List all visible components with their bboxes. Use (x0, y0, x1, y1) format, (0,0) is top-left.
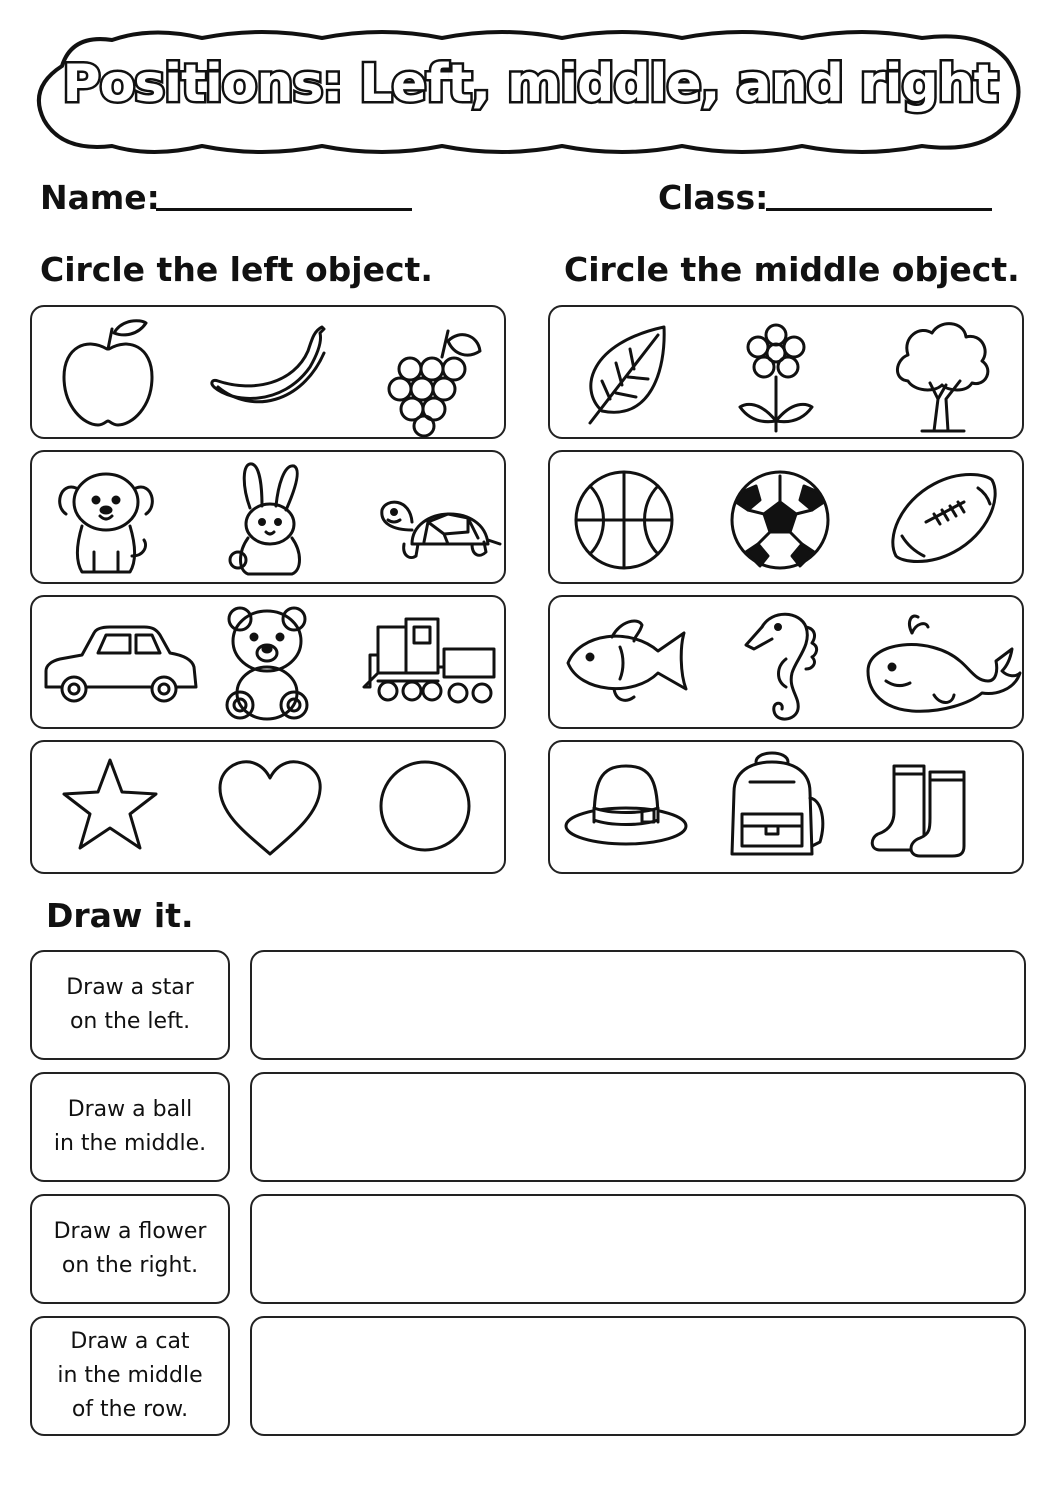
draw-instruction-3 (30, 1194, 230, 1304)
middle-row-clothing (548, 740, 1024, 874)
train-icon[interactable] (364, 619, 494, 702)
hat-icon[interactable] (566, 766, 686, 844)
instruction-text: Draw a ball (67, 1097, 193, 1122)
instruction-text: in the middle. (53, 1131, 207, 1156)
backpack-icon[interactable] (732, 753, 823, 854)
left-row-toys (30, 595, 506, 729)
drawing-area-4[interactable] (250, 1316, 1026, 1436)
drawing-area-3[interactable] (250, 1194, 1026, 1304)
leaf-icon[interactable] (590, 327, 664, 423)
basketball-icon[interactable] (576, 472, 672, 568)
flower-icon[interactable] (740, 325, 812, 431)
draw-instruction-1 (30, 950, 230, 1060)
puppy-icon[interactable] (60, 474, 153, 572)
middle-row-balls (548, 450, 1024, 584)
instruction-text: on the right. (61, 1253, 199, 1278)
teddy-bear-icon[interactable] (227, 608, 307, 719)
middle-row-sea (548, 595, 1024, 729)
fish-icon[interactable] (568, 621, 686, 700)
left-row-fruits (30, 305, 506, 439)
name-field[interactable] (156, 208, 412, 211)
tree-icon[interactable] (897, 324, 987, 431)
star-icon[interactable] (64, 760, 156, 848)
middle-section-heading: Circle the middle object. (564, 250, 1020, 289)
instruction-text: of the row. (71, 1397, 189, 1422)
draw-instruction-4 (30, 1316, 230, 1436)
instruction-text: in the middle (57, 1363, 203, 1388)
grapes-icon[interactable] (389, 331, 480, 436)
instruction-text: Draw a star (66, 975, 194, 1000)
car-icon[interactable] (46, 627, 196, 701)
middle-row-nature (548, 305, 1024, 439)
whale-icon[interactable] (868, 616, 1020, 711)
turtle-icon[interactable] (382, 502, 500, 557)
left-row-shapes (30, 740, 506, 874)
seahorse-icon[interactable] (746, 614, 817, 719)
draw-instruction-2 (30, 1072, 230, 1182)
instruction-text: Draw a cat (70, 1329, 190, 1354)
left-row-animals (30, 450, 506, 584)
boots-icon[interactable] (872, 766, 964, 856)
draw-section-heading: Draw it. (46, 896, 194, 935)
left-section-heading: Circle the left object. (40, 250, 433, 289)
page-title: Positions: Left, middle, and right (62, 54, 998, 114)
banana-icon[interactable] (212, 327, 324, 402)
bunny-icon[interactable] (230, 464, 300, 574)
apple-icon[interactable] (64, 321, 152, 425)
class-field[interactable] (766, 208, 992, 211)
heart-icon[interactable] (220, 762, 320, 854)
soccer-ball-icon[interactable] (732, 472, 828, 568)
name-label: Name: (40, 178, 160, 217)
instruction-text: Draw a flower (53, 1219, 207, 1244)
football-icon[interactable] (893, 475, 995, 562)
title-banner (32, 26, 1028, 158)
instruction-text: on the left. (69, 1009, 191, 1034)
class-label: Class: (658, 178, 769, 217)
circle-icon[interactable] (381, 762, 469, 850)
drawing-area-2[interactable] (250, 1072, 1026, 1182)
drawing-area-1[interactable] (250, 950, 1026, 1060)
